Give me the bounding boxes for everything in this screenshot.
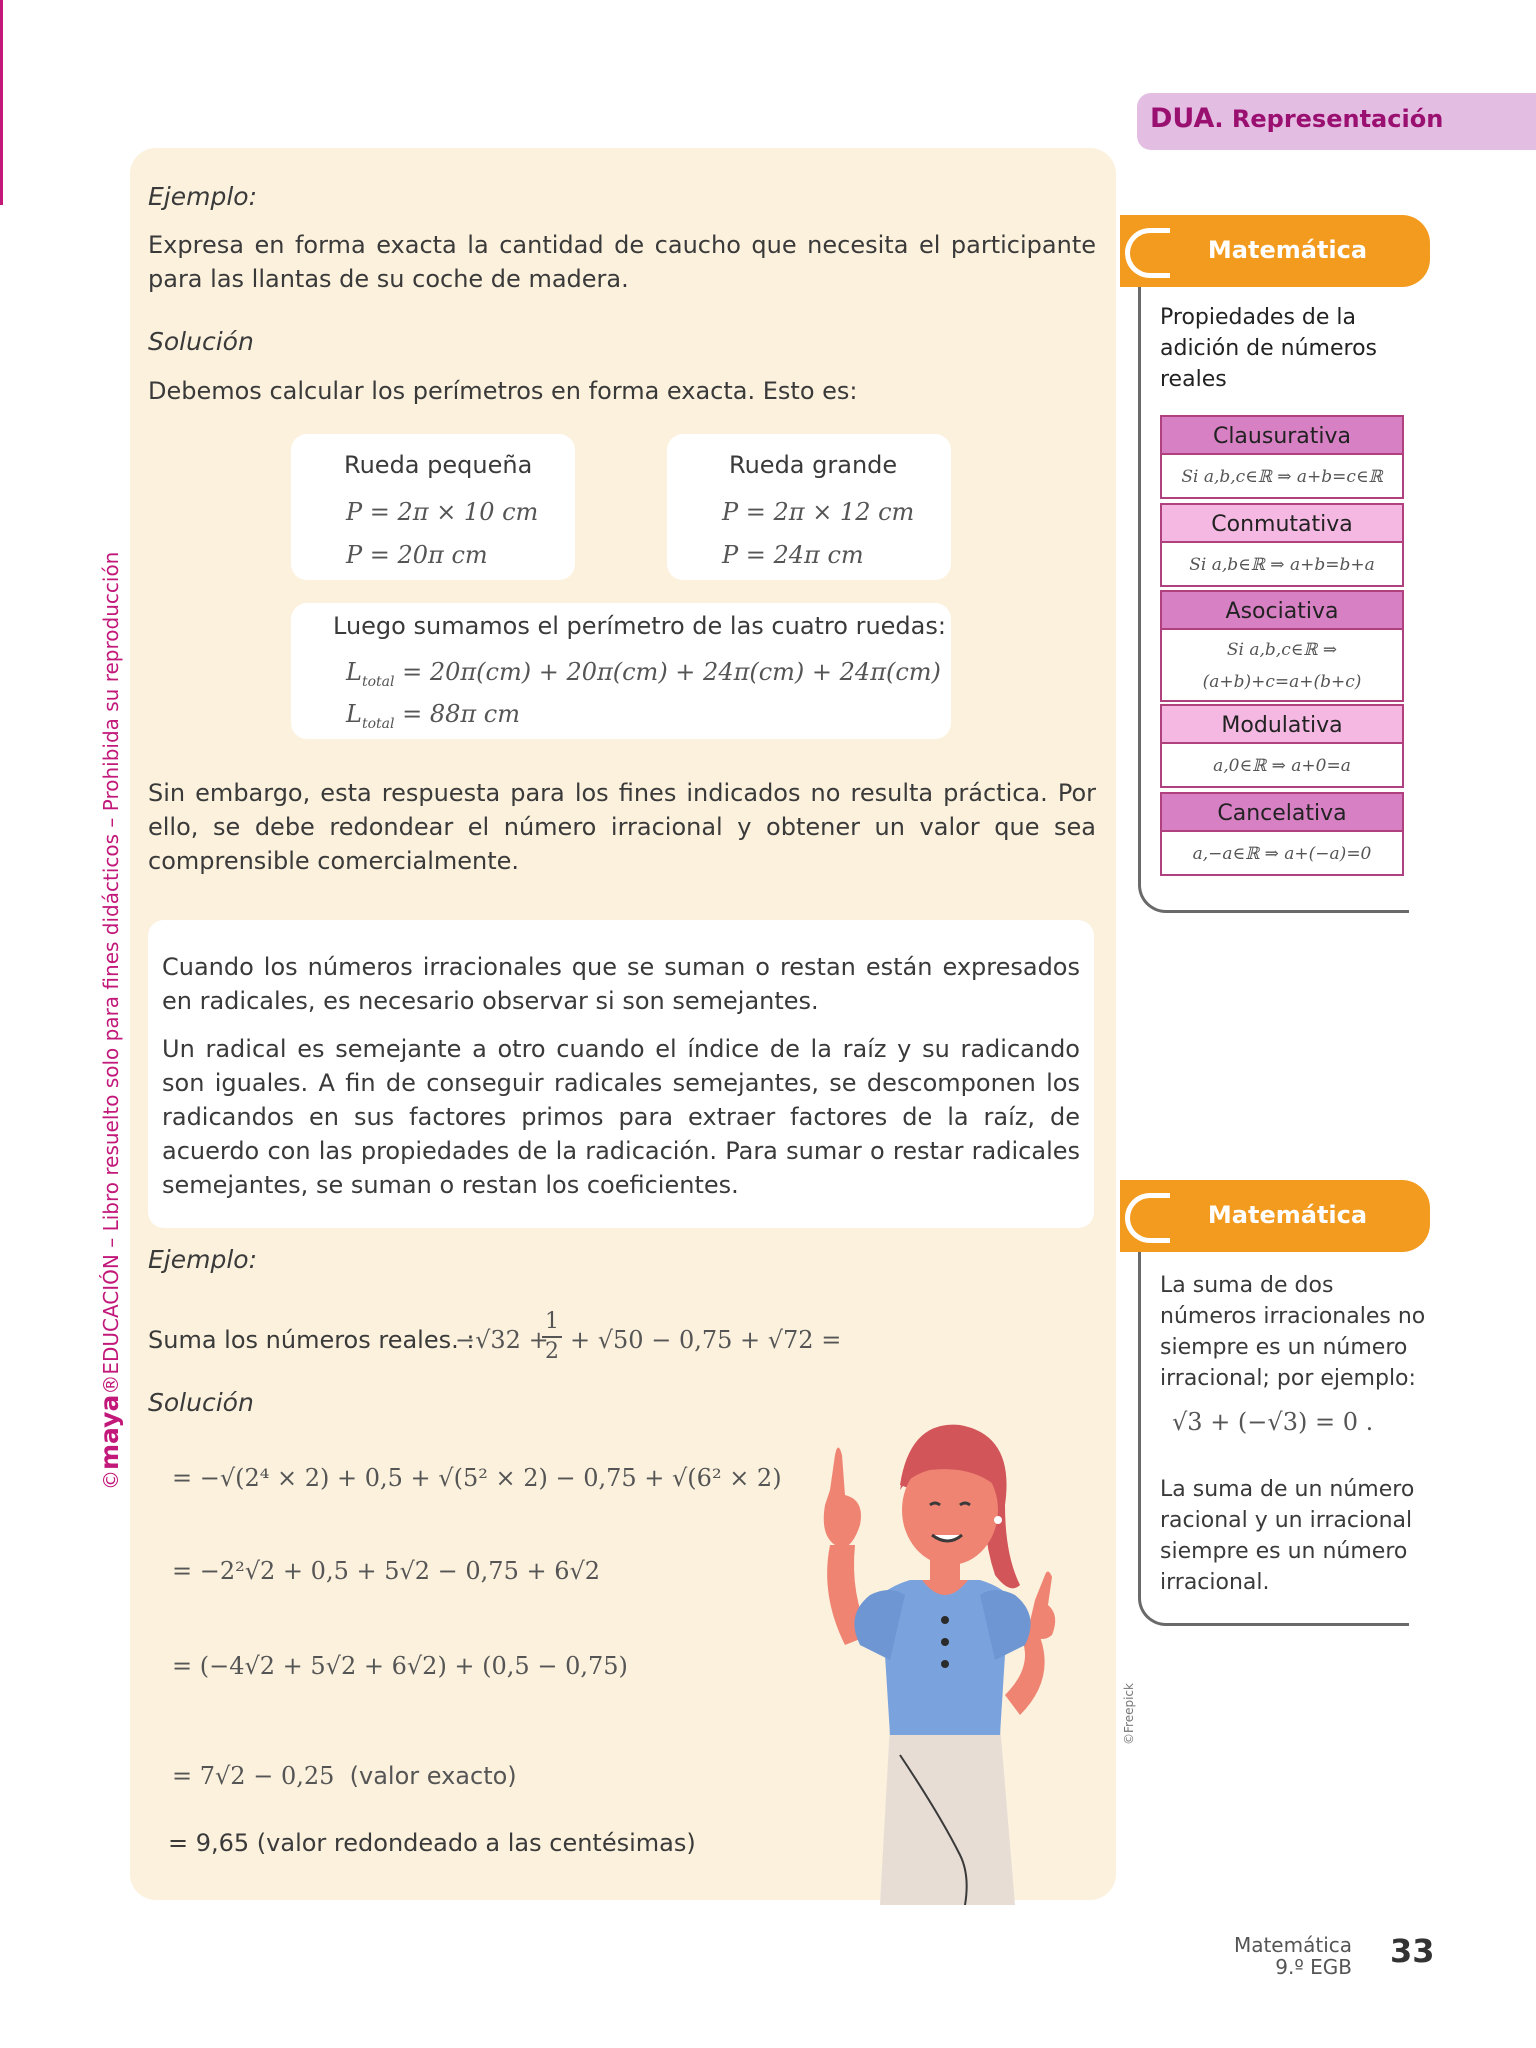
copyright-symbol: © (99, 1470, 123, 1490)
big-wheel-formula-1: P = 2π × 12 cm (722, 498, 915, 526)
dua-title: DUA (1150, 103, 1215, 134)
property-conmutativa: Conmutativa (1160, 503, 1404, 543)
property-modulativa: Modulativa (1160, 704, 1404, 744)
solution-step-3: = (−4√2 + 5√2 + 6√2) + (0,5 − 0,75) (172, 1652, 628, 1680)
example2-statement: Suma los números reales. : (148, 1326, 475, 1354)
perimeter-sum-intro: Luego sumamos el perímetro de las cuatro ruedas: (333, 612, 946, 640)
solution-step-2: = −2²√2 + 0,5 + 5√2 − 0,75 + 6√2 (172, 1557, 601, 1585)
example2-fraction (542, 1308, 562, 1366)
example1-heading: Ejemplo: (148, 182, 258, 211)
radicals-info-p1: Cuando los números irracionales que se suman o restan están expresados en radicales, es necesario observar si son semejantes. (162, 953, 1080, 1015)
dua-subtitle: . Representación (1214, 105, 1444, 133)
woman-illustration (790, 1395, 1110, 1905)
card2-paragraph-2: La suma de un número racional y un irracional siempre es un número irracional. (1160, 1477, 1415, 1595)
property-cancelativa: Cancelativa (1160, 792, 1404, 832)
dua-label (1150, 103, 1443, 134)
fraction-denominator: 2 (545, 1339, 559, 1364)
edge-accent-bar (0, 0, 3, 205)
small-wheel-formula-1: P = 2π × 10 cm (346, 498, 539, 526)
card1-tab-label: Matemática (1207, 236, 1368, 264)
brand-logo-text: maya (95, 1394, 124, 1470)
big-wheel-formula-2: P = 24π cm (722, 541, 864, 569)
example1-intro: Debemos calcular los perímetros en forma exacta. Esto es: (148, 377, 858, 405)
perimeter-sum-line-2: $L_{total} = 88\pi$ cm (346, 700, 520, 732)
page-number: 33 (1390, 1932, 1435, 1970)
property-asociativa-formula: Si a,b,c∈ℝ ⇒ (a+b)+c=a+(b+c) (1160, 630, 1404, 702)
vertical-copyright (95, 552, 124, 1490)
big-wheel-title: Rueda grande (729, 451, 898, 479)
registered-symbol: ® (99, 1374, 123, 1395)
fraction-numerator: 1 (542, 1308, 562, 1338)
footer-subject-name: Matemática (1233, 1933, 1352, 1957)
perimeter-sum-line-1: $L_{total} = 20\pi(cm) + 20\pi(cm) + 24\pi(cm) + 24\pi(cm)$ (346, 658, 941, 690)
solution-step-1: = −√(2⁴ × 2) + 0,5 + √(5² × 2) − 0,75 + √(6² × 2) (172, 1464, 782, 1492)
property-clausurativa-formula: Si a,b,c∈ℝ ⇒ a+b=c∈ℝ (1160, 455, 1404, 499)
example1-statement: Expresa en forma exacta la cantidad de caucho que necesita el participante para las llantas de su coche de madera. (148, 231, 1096, 293)
copyright-text: EDUCACIÓN – Libro resuelto solo para fines didácticos – Prohibida su reproducción (99, 551, 123, 1375)
solution-step-5: = 9,65 (valor redondeado a las centésimas) (168, 1829, 696, 1857)
footer-subject (1180, 1934, 1352, 1978)
example2-heading: Ejemplo: (148, 1245, 258, 1274)
property-clausurativa: Clausurativa (1160, 415, 1404, 455)
solution-step-4: = 7√2 − 0,25 (valor exacto) (172, 1762, 517, 1790)
property-modulativa-formula: a,0∈ℝ ⇒ a+0=a (1160, 744, 1404, 788)
small-wheel-formula-2: P = 20π cm (346, 541, 488, 569)
example2-expression-b: + √50 − 0,75 + √72 = (570, 1326, 842, 1354)
property-asociativa: Asociativa (1160, 590, 1404, 630)
example1-solution-heading: Solución (148, 327, 254, 356)
example1-note: Sin embargo, esta respuesta para los fines indicados no resulta práctica. Por ello, se debe redondear el número irracional y obtener un valor que sea comprensible comercialmente. (148, 779, 1096, 875)
image-credit: ©Freepick (1122, 1683, 1136, 1745)
card2-formula: √3 + (−√3) = 0 . (1172, 1408, 1374, 1436)
property-conmutativa-formula: Si a,b∈ℝ ⇒ a+b=b+a (1160, 543, 1404, 587)
footer-grade: 9.º EGB (1275, 1955, 1352, 1979)
radicals-info-p2: Un radical es semejante a otro cuando el índice de la raíz y su radicando son iguales. A fin de conseguir radicales semejantes, se descomponen los radicandos en sus factores primos para extraer factores de la raíz, de acuerdo con las propiedades de la radicación. Para sumar o restar radicales semejantes, se suman o restan los coeficientes. (162, 1035, 1080, 1199)
property-cancelativa-formula: a,−a∈ℝ ⇒ a+(−a)=0 (1160, 832, 1404, 876)
small-wheel-title: Rueda pequeña (344, 451, 533, 479)
card2-tab-label: Matemática (1207, 1201, 1368, 1229)
card1-title: Propiedades de la adición de números reales (1160, 305, 1377, 392)
example2-expression-a: −√32 + (455, 1326, 549, 1354)
card2-paragraph-1: La suma de dos números irracionales no siempre es un número irracional; por ejemplo: (1160, 1273, 1426, 1391)
example2-solution-heading: Solución (148, 1388, 254, 1417)
